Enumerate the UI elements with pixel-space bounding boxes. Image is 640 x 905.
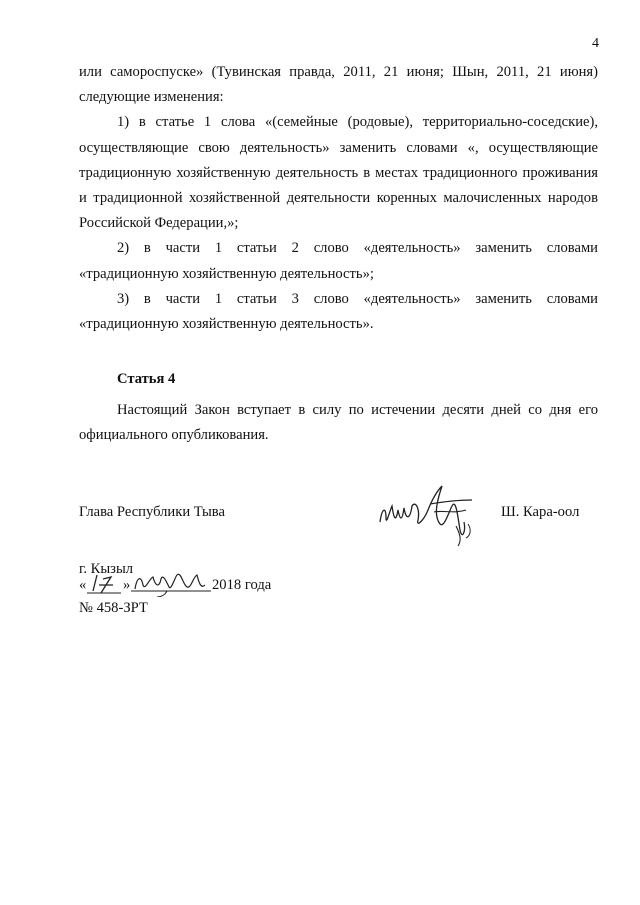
intro-paragraph: или самороспуске» (Тувинская правда, 2011, 21 июня; Шын, 2011, 21 июня) следующие изменения: — [79, 64, 598, 106]
handwritten-signature — [372, 470, 498, 550]
amendment-item-3: 3) в части 1 статьи 3 слово «деятельность» заменить словами «традиционную хозяйственную деятельность». — [79, 290, 598, 333]
article-4-text-block — [79, 398, 598, 448]
article-4-text: Настоящий Закон вступает в силу по истечении десяти дней со дня его официального опубликования. — [79, 402, 598, 444]
handwritten-day — [87, 571, 121, 597]
city: г. Кызыл — [79, 561, 134, 577]
article-4-heading: Статья 4 — [117, 371, 176, 387]
date-open-quote: « — [79, 577, 87, 593]
amendment-item-2: 2) в части 1 статьи 2 слово «деятельность» заменить словами «традиционную хозяйственную деятельность»; — [79, 240, 598, 282]
amendments-body — [79, 60, 598, 337]
year-text: 2018 года — [212, 577, 272, 593]
signatory-title: Глава Республики Тыва — [79, 504, 225, 520]
signatory-name: Ш. Кара-оол — [501, 504, 580, 520]
date-line — [79, 577, 299, 599]
page-number: 4 — [592, 36, 599, 51]
amendment-item-1: 1) в статье 1 слова «(семейные (родовые), территориально-соседские), осуществляющие свою деятельность» заменить словами «, осуществляющие традиционную хозяйственную деятельность в местах традиционного проживания и традиционной хозяйственной деятельности коренных малочисленных народов Российской Федерации,»; — [79, 114, 598, 232]
handwritten-month — [131, 567, 211, 597]
date-close-quote: » — [123, 577, 131, 593]
law-number: № 458-ЗРТ — [79, 600, 148, 616]
